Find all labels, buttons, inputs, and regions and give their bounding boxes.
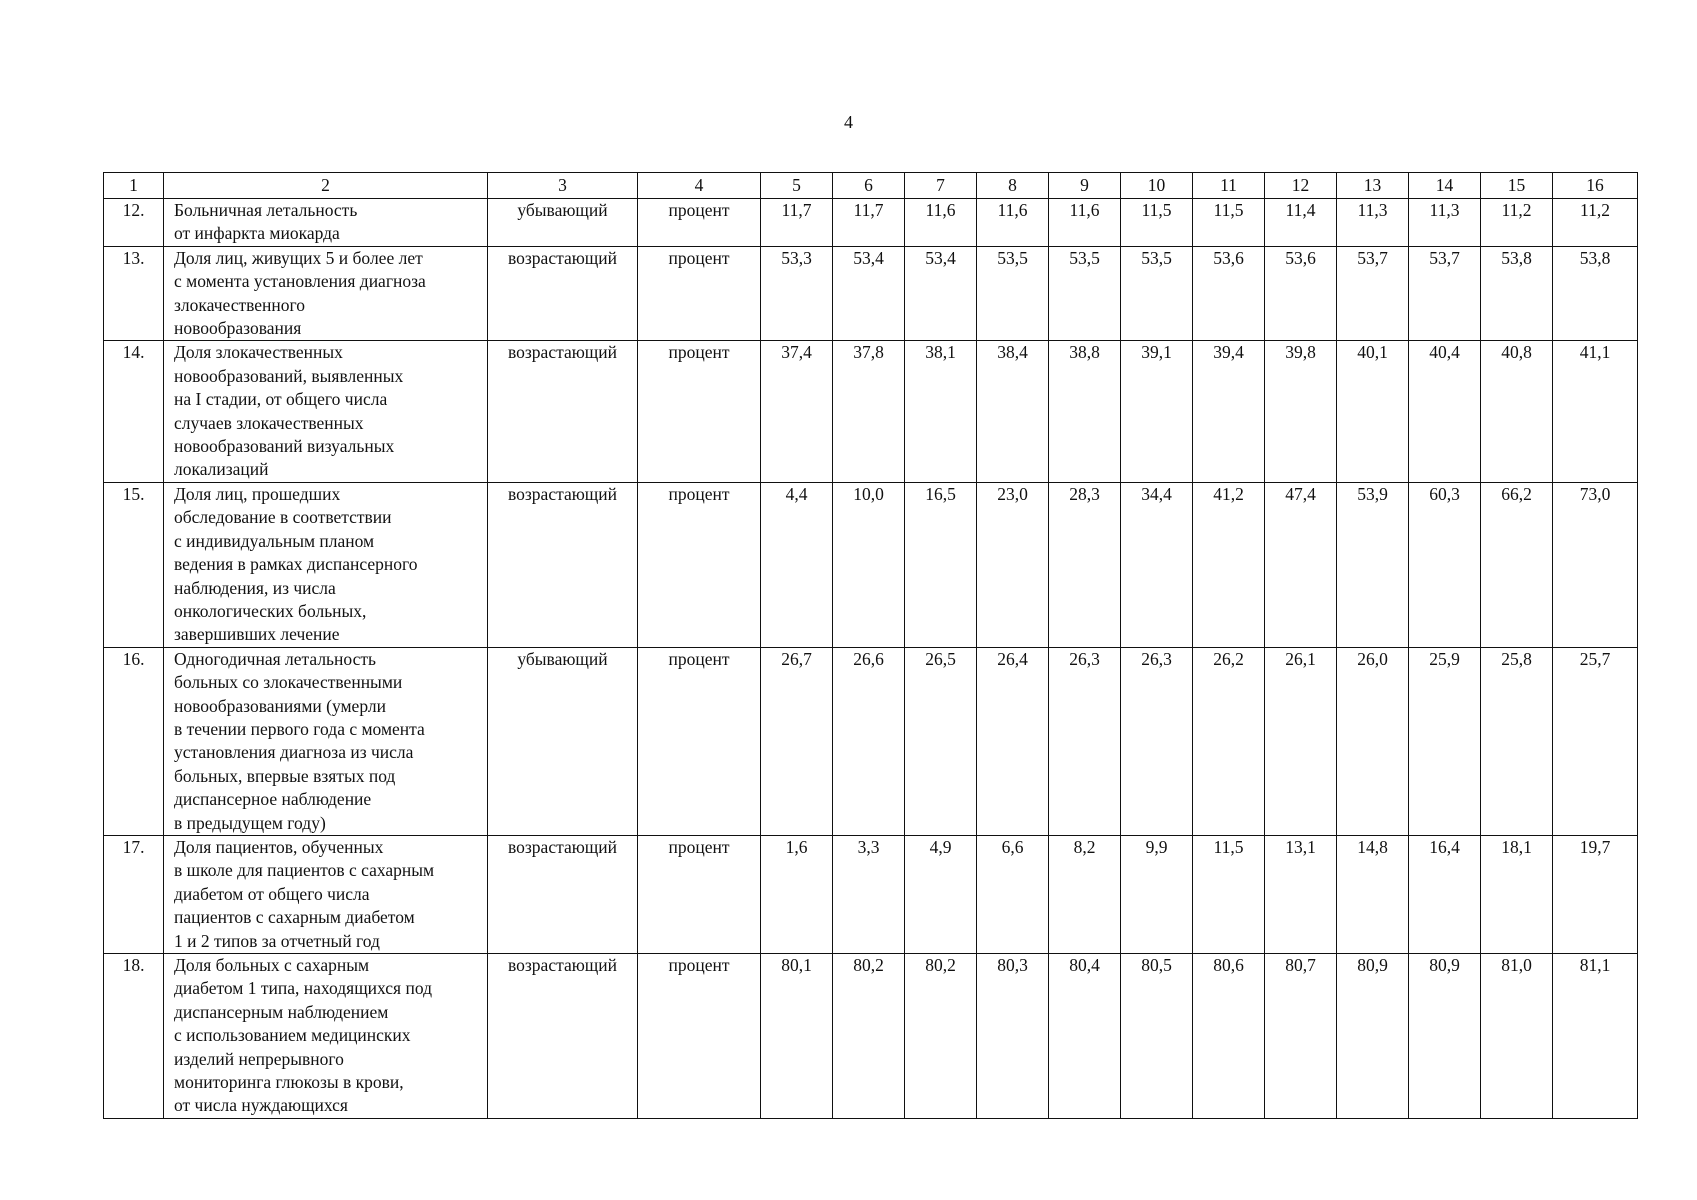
indicator-value: 11,6: [1049, 199, 1121, 247]
indicator-unit: процент: [638, 954, 761, 1119]
table-row: [104, 647, 1638, 835]
column-header: 9: [1049, 173, 1121, 199]
indicator-value: 40,8: [1481, 341, 1553, 482]
indicator-value: 1,6: [761, 835, 833, 953]
row-number: 14.: [104, 341, 164, 482]
indicator-value: 53,9: [1337, 482, 1409, 647]
indicator-value: 81,1: [1553, 954, 1638, 1119]
indicator-value: 11,4: [1265, 199, 1337, 247]
column-header: 6: [833, 173, 905, 199]
table-row: [104, 482, 1638, 647]
column-header: 4: [638, 173, 761, 199]
indicator-value: 25,7: [1553, 647, 1638, 835]
indicator-value: 26,3: [1049, 647, 1121, 835]
indicator-value: 38,8: [1049, 341, 1121, 482]
indicator-unit: процент: [638, 647, 761, 835]
indicator-value: 26,5: [905, 647, 977, 835]
indicator-name: Одногодичная летальность больных со злокачественными новообразованиями (умерли в течении первого года с момента установления диагноза из числа больных, впервые взятых под диспансерное наблюдение в предыдущем году): [164, 647, 488, 835]
indicator-value: 13,1: [1265, 835, 1337, 953]
table-row: [104, 954, 1638, 1119]
column-number-row: [104, 173, 1638, 199]
indicator-trend: возрастающий: [488, 246, 638, 341]
indicator-value: 80,1: [761, 954, 833, 1119]
indicator-value: 25,9: [1409, 647, 1481, 835]
indicator-unit: процент: [638, 246, 761, 341]
column-header: 2: [164, 173, 488, 199]
indicator-value: 16,4: [1409, 835, 1481, 953]
indicator-value: 80,5: [1121, 954, 1193, 1119]
indicator-value: 4,9: [905, 835, 977, 953]
indicator-value: 41,1: [1553, 341, 1638, 482]
column-header: 1: [104, 173, 164, 199]
page-number: 4: [844, 112, 853, 132]
row-number: 12.: [104, 199, 164, 247]
indicator-value: 6,6: [977, 835, 1049, 953]
indicator-value: 23,0: [977, 482, 1049, 647]
indicator-value: 11,5: [1193, 835, 1265, 953]
column-header: 16: [1553, 173, 1638, 199]
indicator-value: 66,2: [1481, 482, 1553, 647]
column-header: 3: [488, 173, 638, 199]
indicator-value: 80,6: [1193, 954, 1265, 1119]
indicator-value: 40,4: [1409, 341, 1481, 482]
indicator-value: 39,8: [1265, 341, 1337, 482]
indicator-value: 53,4: [905, 246, 977, 341]
indicator-value: 11,2: [1481, 199, 1553, 247]
indicator-value: 53,7: [1409, 246, 1481, 341]
indicator-value: 26,2: [1193, 647, 1265, 835]
column-header: 5: [761, 173, 833, 199]
indicator-value: 53,4: [833, 246, 905, 341]
indicator-value: 73,0: [1553, 482, 1638, 647]
indicator-value: 53,6: [1193, 246, 1265, 341]
indicator-value: 26,6: [833, 647, 905, 835]
table-row: [104, 199, 1638, 247]
indicator-value: 80,9: [1409, 954, 1481, 1119]
indicator-name: Доля больных с сахарным диабетом 1 типа, находящихся под диспансерным наблюдением с использованием медицинских изделий непрерывного мониторинга глюкозы в крови, от числа нуждающихся: [164, 954, 488, 1119]
indicator-value: 53,5: [1121, 246, 1193, 341]
indicator-value: 11,7: [761, 199, 833, 247]
indicator-value: 11,6: [905, 199, 977, 247]
indicator-value: 3,3: [833, 835, 905, 953]
indicator-value: 53,5: [977, 246, 1049, 341]
indicator-value: 8,2: [1049, 835, 1121, 953]
indicator-name: Доля пациентов, обученных в школе для пациентов с сахарным диабетом от общего числа пациентов с сахарным диабетом 1 и 2 типов за отчетный год: [164, 835, 488, 953]
indicator-value: 26,1: [1265, 647, 1337, 835]
indicator-value: 41,2: [1193, 482, 1265, 647]
indicator-value: 38,4: [977, 341, 1049, 482]
indicator-value: 11,5: [1193, 199, 1265, 247]
indicator-value: 53,8: [1553, 246, 1638, 341]
indicator-value: 11,3: [1337, 199, 1409, 247]
column-header: 13: [1337, 173, 1409, 199]
indicator-value: 28,3: [1049, 482, 1121, 647]
row-number: 13.: [104, 246, 164, 341]
indicator-value: 11,2: [1553, 199, 1638, 247]
indicator-value: 53,3: [761, 246, 833, 341]
indicator-value: 40,1: [1337, 341, 1409, 482]
indicator-trend: возрастающий: [488, 954, 638, 1119]
indicator-trend: убывающий: [488, 199, 638, 247]
indicator-name: Доля лиц, прошедших обследование в соответствии с индивидуальным планом ведения в рамках диспансерного наблюдения, из числа онкологических больных, завершивших лечение: [164, 482, 488, 647]
row-number: 15.: [104, 482, 164, 647]
column-header: 14: [1409, 173, 1481, 199]
indicator-value: 81,0: [1481, 954, 1553, 1119]
column-header: 7: [905, 173, 977, 199]
indicator-value: 14,8: [1337, 835, 1409, 953]
indicator-unit: процент: [638, 199, 761, 247]
indicator-value: 53,8: [1481, 246, 1553, 341]
row-number: 18.: [104, 954, 164, 1119]
indicator-value: 10,0: [833, 482, 905, 647]
indicator-value: 80,9: [1337, 954, 1409, 1119]
indicator-value: 11,7: [833, 199, 905, 247]
row-number: 16.: [104, 647, 164, 835]
indicator-value: 80,3: [977, 954, 1049, 1119]
indicator-name: Доля злокачественных новообразований, выявленных на I стадии, от общего числа случаев злокачественных новообразований визуальных локализаций: [164, 341, 488, 482]
indicator-value: 9,9: [1121, 835, 1193, 953]
table-body: [104, 199, 1638, 1119]
indicator-name: Больничная летальность от инфаркта миокарда: [164, 199, 488, 247]
indicator-value: 37,8: [833, 341, 905, 482]
indicator-value: 80,7: [1265, 954, 1337, 1119]
table-row: [104, 341, 1638, 482]
indicator-value: 53,7: [1337, 246, 1409, 341]
row-number: 17.: [104, 835, 164, 953]
indicator-value: 53,6: [1265, 246, 1337, 341]
indicator-trend: возрастающий: [488, 482, 638, 647]
indicator-value: 53,5: [1049, 246, 1121, 341]
indicator-value: 47,4: [1265, 482, 1337, 647]
indicator-unit: процент: [638, 341, 761, 482]
table-row: [104, 246, 1638, 341]
indicator-value: 39,1: [1121, 341, 1193, 482]
table-row: [104, 835, 1638, 953]
indicator-value: 19,7: [1553, 835, 1638, 953]
indicator-value: 38,1: [905, 341, 977, 482]
column-header: 12: [1265, 173, 1337, 199]
column-header: 8: [977, 173, 1049, 199]
column-header: 10: [1121, 173, 1193, 199]
column-header: 15: [1481, 173, 1553, 199]
indicator-value: 11,6: [977, 199, 1049, 247]
indicator-value: 16,5: [905, 482, 977, 647]
indicator-value: 4,4: [761, 482, 833, 647]
indicator-value: 11,3: [1409, 199, 1481, 247]
indicator-value: 26,7: [761, 647, 833, 835]
indicator-value: 80,2: [905, 954, 977, 1119]
indicator-value: 34,4: [1121, 482, 1193, 647]
indicator-value: 25,8: [1481, 647, 1553, 835]
indicator-value: 80,2: [833, 954, 905, 1119]
indicator-unit: процент: [638, 835, 761, 953]
indicator-value: 60,3: [1409, 482, 1481, 647]
column-header: 11: [1193, 173, 1265, 199]
indicator-trend: возрастающий: [488, 835, 638, 953]
indicator-value: 26,4: [977, 647, 1049, 835]
indicator-name: Доля лиц, живущих 5 и более лет с момента установления диагноза злокачественного новообразования: [164, 246, 488, 341]
indicators-table: [103, 172, 1638, 1119]
indicator-value: 37,4: [761, 341, 833, 482]
indicator-value: 26,0: [1337, 647, 1409, 835]
indicator-value: 26,3: [1121, 647, 1193, 835]
indicator-trend: возрастающий: [488, 341, 638, 482]
indicator-value: 39,4: [1193, 341, 1265, 482]
indicator-trend: убывающий: [488, 647, 638, 835]
indicator-value: 11,5: [1121, 199, 1193, 247]
indicator-value: 80,4: [1049, 954, 1121, 1119]
indicator-unit: процент: [638, 482, 761, 647]
indicator-value: 18,1: [1481, 835, 1553, 953]
